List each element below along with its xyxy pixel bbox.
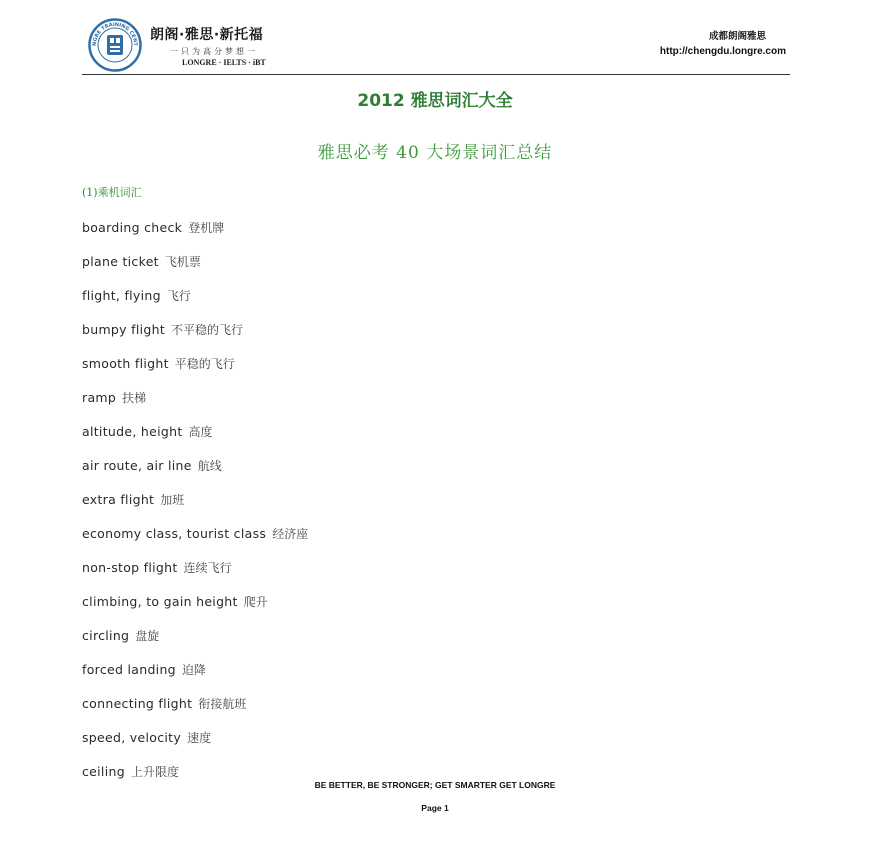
vocab-english: bumpy flight [82, 322, 166, 337]
vocab-english: connecting flight [82, 696, 193, 711]
vocab-chinese: 经济座 [272, 527, 309, 541]
vocab-chinese: 加班 [160, 493, 185, 507]
vocab-item [82, 218, 308, 252]
brand-name: 朗阁·雅思·新托福 [150, 27, 264, 43]
vocab-chinese: 登机牌 [188, 221, 225, 235]
vocab-english: forced landing [82, 662, 176, 677]
vocab-list [82, 218, 308, 796]
vocab-item [82, 354, 308, 388]
vocab-english: smooth flight [82, 356, 169, 371]
vocab-item [82, 388, 308, 422]
vocab-item [82, 524, 308, 558]
brand-english: LONGRE · IELTS · iBT [182, 58, 266, 67]
vocab-chinese: 飞机票 [164, 255, 201, 269]
vocab-chinese: 不平稳的飞行 [171, 323, 244, 337]
vocab-english: non-stop flight [82, 560, 178, 575]
brand-block [150, 24, 350, 67]
vocab-item [82, 252, 308, 286]
brand-slogan: 一只为高分梦想一 [170, 47, 258, 56]
logo-seal-icon [88, 18, 142, 72]
vocab-item [82, 592, 308, 626]
vocab-english: flight, flying [82, 288, 161, 303]
vocab-chinese: 高度 [188, 425, 213, 439]
section-heading: (1)乘机词汇 [82, 186, 142, 199]
vocab-english: plane ticket [82, 254, 159, 269]
vocab-english: economy class, tourist class [82, 526, 267, 541]
header-divider [82, 74, 790, 75]
vocab-chinese: 爬升 [243, 595, 268, 609]
page-number: Page 1 [421, 803, 449, 813]
vocab-chinese: 速度 [187, 731, 212, 745]
vocab-item [82, 660, 308, 694]
vocab-item [82, 728, 308, 762]
vocab-chinese: 盘旋 [135, 629, 160, 643]
vocab-item [82, 320, 308, 354]
vocab-english: air route, air line [82, 458, 192, 473]
vocab-item [82, 490, 308, 524]
vocab-item [82, 762, 308, 796]
vocab-chinese: 扶梯 [122, 391, 147, 405]
vocab-chinese: 航线 [197, 459, 222, 473]
vocab-item [82, 422, 308, 456]
vocab-chinese: 迫降 [181, 663, 206, 677]
vocab-item [82, 626, 308, 660]
header-contact [660, 28, 786, 57]
vocab-chinese: 飞行 [166, 289, 191, 303]
header-city: 成都朗阁雅思 [708, 31, 766, 42]
logo-seal-text: NGRE TRAINING CENT [91, 21, 139, 47]
document-title: 2012 雅思词汇大全 [357, 91, 513, 111]
vocab-chinese: 平稳的飞行 [174, 357, 235, 371]
header-url[interactable]: http://chengdu.longre.com [659, 46, 786, 57]
vocab-item [82, 456, 308, 490]
vocab-chinese: 衔接航班 [198, 697, 247, 711]
vocab-item [82, 558, 308, 592]
vocab-english: extra flight [82, 492, 155, 507]
vocab-english: altitude, height [82, 424, 183, 439]
footer-slogan: BE BETTER, BE STRONGER; GET SMARTER GET LONGRE [314, 780, 556, 790]
vocab-english: speed, velocity [82, 730, 182, 745]
vocab-english: circling [82, 628, 130, 643]
vocab-english: ceiling [82, 764, 125, 779]
vocab-chinese: 上升限度 [130, 765, 179, 779]
vocab-english: boarding check [82, 220, 183, 235]
vocab-english: climbing, to gain height [82, 594, 238, 609]
vocab-chinese: 连续飞行 [183, 561, 232, 575]
vocab-item [82, 694, 308, 728]
document-subtitle: 雅思必考 40 大场景词汇总结 [317, 143, 553, 163]
vocab-item [82, 286, 308, 320]
vocab-english: ramp [82, 390, 117, 405]
